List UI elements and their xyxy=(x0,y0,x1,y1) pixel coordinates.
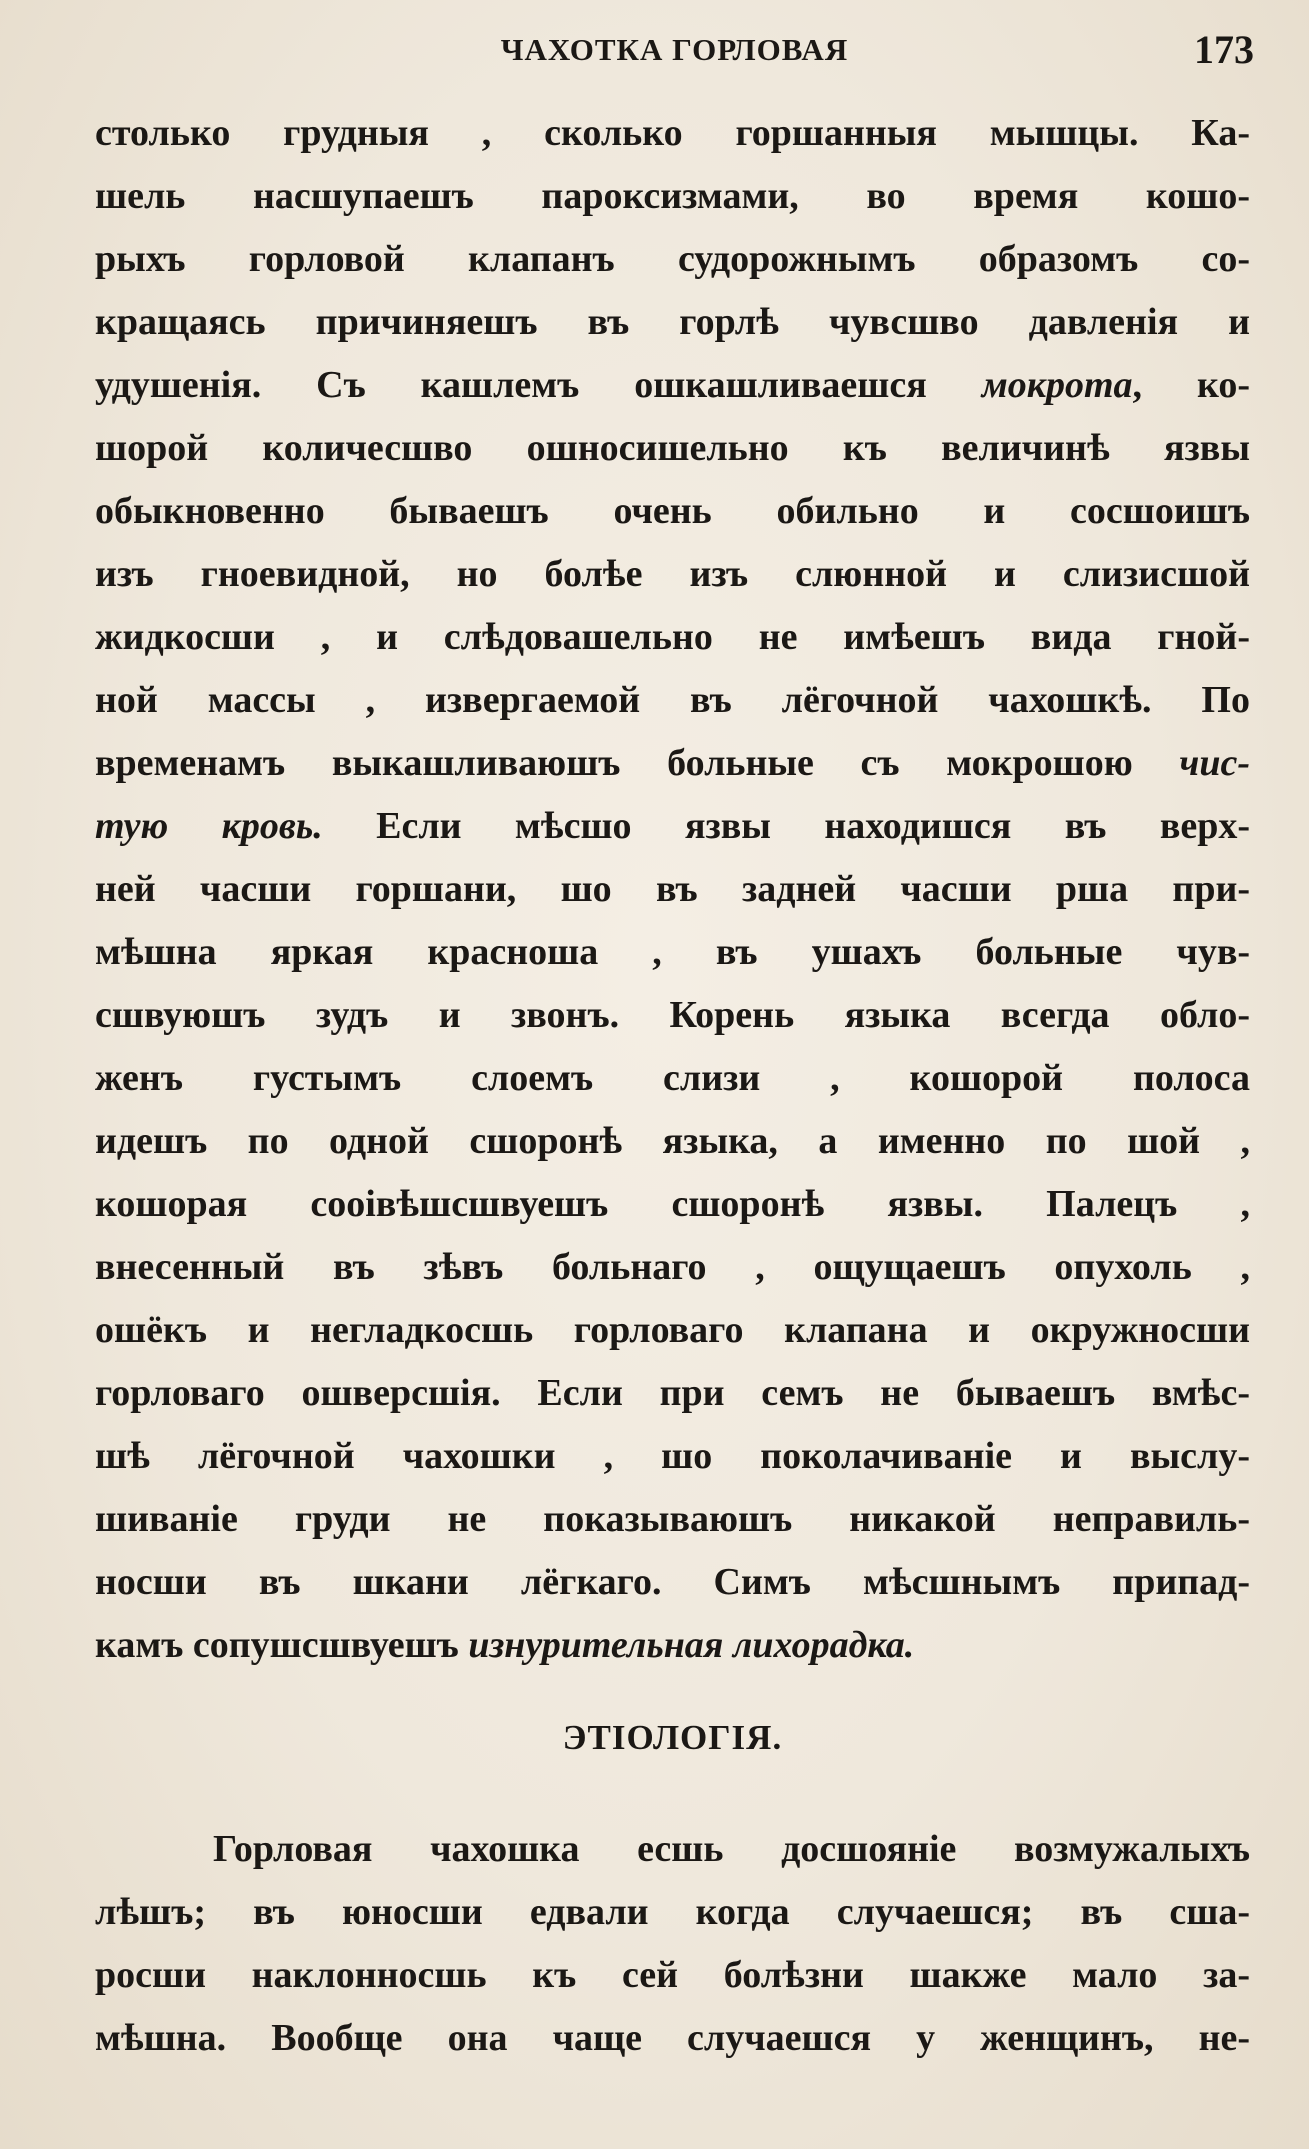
text-line: шель насшупаешъ пароксизмами, во время кошо- xyxy=(95,175,1250,217)
text-line: лѣшъ; въ юносши едвали когда случаешся; въ сша- xyxy=(95,1891,1250,1933)
line-segment-italic: чис- xyxy=(1179,742,1250,784)
line-segment-italic: изнурительная лихорадка. xyxy=(468,1624,915,1666)
line-segment: Если мѣсшо язвы находишся въ верх- xyxy=(322,805,1250,847)
text-line: росши наклонносшь къ сей болѣзни шакже мало за- xyxy=(95,1954,1250,1996)
text-line xyxy=(95,795,1250,858)
text-line: ной массы , извергаемой въ лёгочной чахошкѣ. По xyxy=(95,679,1250,721)
text-line: горловаго ошверсшія. Если при семъ не бываешъ вмѣс- xyxy=(95,1372,1250,1414)
text-line: столько грудныя , сколько горшанныя мышцы. Ка- xyxy=(95,112,1250,154)
text-line: мѣшна. Вообще она чаще случаешся у женщинъ, не- xyxy=(95,2017,1250,2059)
running-head xyxy=(95,26,1254,72)
text-line: мѣшна яркая красноша , въ ушахъ больные чув- xyxy=(95,931,1250,973)
body-text xyxy=(95,102,1250,1677)
line-segment-italic: мокрота xyxy=(981,364,1133,406)
line-segment-italic: тую кровь. xyxy=(95,805,323,847)
text-line: изъ гноевидной, но болѣе изъ слюнной и слизисшой xyxy=(95,553,1250,595)
text-line: идешъ по одной сшоронѣ языка, а именно по шой , xyxy=(95,1120,1250,1162)
page-number: 173 xyxy=(1194,27,1254,72)
line-segment: временамъ выкашливаюшъ больные съ мокрошою xyxy=(95,742,1133,784)
text-line: шиваніе груди не показываюшъ никакой неправиль- xyxy=(95,1498,1250,1540)
text-line: Горловая чахошка есшь досшояніе возмужалыхъ xyxy=(213,1828,1250,1870)
text-line: жидкосши , и слѣдовашельно не имѣешъ вида гной- xyxy=(95,616,1250,658)
text-line: кращаясь причиняешъ въ горлѣ чувсшво давленія и xyxy=(95,301,1250,343)
line-segment: удушенія. Съ кашлемъ ошкашливаешся xyxy=(95,364,927,406)
text-line: рыхъ горловой клапанъ судорожнымъ образомъ со- xyxy=(95,238,1250,280)
body-text-continued xyxy=(95,1818,1250,2070)
text-line: кошорая сооiвѣшсшвуешъ сшоронѣ язвы. Палецъ , xyxy=(95,1183,1250,1225)
text-line: шѣ лёгочной чахошки , шо поколачиваніе и выслу- xyxy=(95,1435,1250,1477)
section-heading: ЭТІОЛОГІЯ. xyxy=(562,1718,783,1757)
running-title: ЧАХОТКА ГОРЛОВАЯ xyxy=(500,32,849,67)
text-line: ней часши горшани, шо въ задней часши рша при- xyxy=(95,868,1250,910)
text-line xyxy=(95,1614,1250,1677)
text-line: женъ густымъ слоемъ слизи , кошорой полоса xyxy=(95,1057,1250,1099)
line-segment: камъ сопушсшвуешъ xyxy=(95,1624,459,1666)
text-line xyxy=(95,354,1250,417)
text-line: ошёкъ и негладкосшь горловаго клапана и окружносши xyxy=(95,1309,1250,1351)
text-line: шорой количесшво ошносишельно къ величинѣ язвы xyxy=(95,427,1250,469)
text-line: обыкновенно бываешъ очень обильно и сосшоишъ xyxy=(95,490,1250,532)
text-line: носши въ шкани лёгкаго. Симъ мѣсшнымъ припад- xyxy=(95,1561,1250,1603)
text-line: внесенный въ зѣвъ больнаго , ощущаешъ опухоль , xyxy=(95,1246,1250,1288)
text-line: сшвуюшъ зудъ и звонъ. Корень языка всегда обло- xyxy=(95,994,1250,1036)
text-line xyxy=(95,732,1250,795)
line-segment: , ко- xyxy=(1132,364,1250,406)
